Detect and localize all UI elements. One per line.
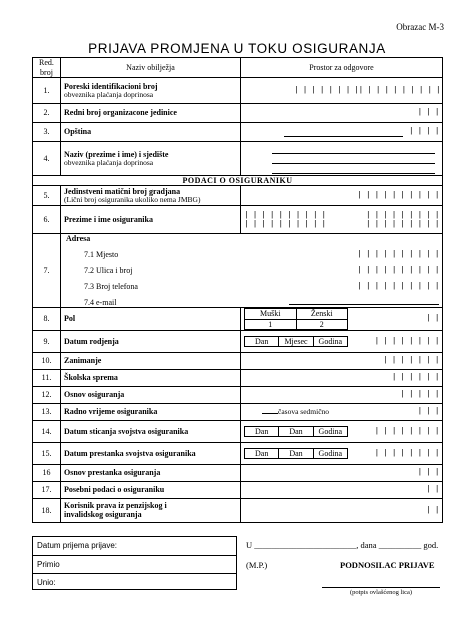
signature-note: (potpis ovlašćenog lica): [349, 589, 413, 596]
write-line: [272, 144, 435, 154]
row-label: Osnov osiguranja: [61, 386, 241, 403]
year-suffix: god.: [423, 540, 439, 550]
street-label: 7.2 Ulica i broj: [84, 266, 133, 276]
form-title: PRIJAVA PROMJENA U TOKU OSIGURANJA: [88, 41, 386, 56]
received-date-field[interactable]: Datum prijema prijave:: [33, 537, 236, 556]
row-number: 3.: [33, 123, 61, 142]
end-date-field[interactable]: [241, 442, 443, 464]
payer-name-field[interactable]: [241, 142, 443, 176]
row-label: Školska sprema: [61, 369, 241, 386]
gender-female[interactable]: Ženski: [296, 309, 348, 319]
row-11: [33, 369, 443, 386]
year-label: Godina: [313, 426, 347, 436]
hours-label: časova sedmično: [278, 407, 330, 417]
row-label: Osnov prestanka osiguranja: [61, 464, 241, 481]
birthdate-field[interactable]: [241, 330, 443, 352]
date-grid: [244, 448, 348, 459]
gender-male[interactable]: Muški: [245, 309, 297, 319]
row-number: 11.: [33, 369, 61, 386]
row-number: 2.: [33, 104, 61, 123]
month-label: Dan: [279, 426, 313, 436]
row-16: [33, 464, 443, 481]
label-main: Naziv (prezime i ime) i sjedište: [64, 149, 169, 159]
row-number: 13.: [33, 403, 61, 420]
pension-beneficiary-field[interactable]: | |: [241, 498, 443, 522]
email-label: 7.4 e-mail: [84, 298, 117, 308]
working-hours-field[interactable]: [241, 403, 443, 420]
address-label: Adresa: [66, 234, 91, 244]
row-number: 7.: [33, 234, 61, 308]
row-1: [33, 78, 443, 104]
row-label: Posebni podaci o osiguraniku: [61, 481, 241, 498]
row-number: 18.: [33, 498, 61, 522]
row-label: Datum sticanja svojstva osiguranika: [61, 420, 241, 442]
row-number: 1.: [33, 78, 61, 104]
row-number: 8.: [33, 308, 61, 330]
day-label: Dan: [245, 336, 279, 346]
row-label: [61, 142, 241, 176]
row-6: [33, 206, 443, 234]
tick-group: | | | | | | | |: [374, 426, 439, 436]
row-2: [33, 104, 443, 123]
tick-group: | | | | | | | | |: [365, 210, 439, 220]
row-label: [61, 78, 241, 104]
tick-group: | | | | | | | | |: [365, 219, 439, 229]
gender-grid: [244, 308, 348, 329]
entered-by-field[interactable]: Unio:: [37, 578, 56, 587]
end-basis-field[interactable]: | | |: [241, 464, 443, 481]
address-block: [61, 234, 443, 308]
row-label: [61, 186, 241, 206]
row-label: Prezime i ime osiguranika: [61, 206, 241, 234]
phone-field[interactable]: | | | | | | | | | |: [357, 282, 439, 292]
start-date-field[interactable]: [241, 420, 443, 442]
tick-group: | | | | | | | | | |: [244, 210, 326, 220]
education-field[interactable]: | | | | | |: [241, 369, 443, 386]
row-18: [33, 498, 443, 522]
form-table: [32, 57, 443, 523]
insured-name-field[interactable]: [241, 206, 443, 234]
row-label: Zanimanje: [61, 352, 241, 369]
phone-label: 7.3 Broj telefona: [84, 282, 138, 292]
signature-line[interactable]: [322, 587, 440, 588]
city-field[interactable]: | | | | | | | | | |: [357, 250, 439, 260]
row-4: [33, 142, 443, 176]
org-unit-field[interactable]: | | |: [241, 104, 443, 123]
row-number: 4.: [33, 142, 61, 176]
row-number: 12.: [33, 386, 61, 403]
row-5: [33, 186, 443, 206]
label-sub: (Lični broj osiguranika ukoliko nema JMBG): [64, 194, 201, 204]
row-number: 10.: [33, 352, 61, 369]
row-label: Datum prestanka svojstva osiguranika: [61, 442, 241, 464]
row-number: 17.: [33, 481, 61, 498]
row-label: Datum rodjenja: [61, 330, 241, 352]
row-7: [33, 234, 443, 308]
row-label: Radno vrijeme osiguranika: [61, 403, 241, 420]
tick-group: | | | | | | | |: [294, 85, 359, 95]
label-main: Poreski identifikacioni broj: [64, 81, 158, 91]
office-use-box: [32, 536, 237, 590]
date-line: __________: [378, 540, 422, 550]
label-sub: obveznika plaćanja doprinosa: [64, 157, 154, 167]
tick-group: | | | | | | | |: [374, 336, 439, 346]
day-label: Dan: [245, 448, 279, 458]
city-label: 7.1 Mjesto: [84, 250, 119, 260]
row-number: 6.: [33, 206, 61, 234]
gender-female-code: 2: [296, 319, 348, 329]
municipality-field[interactable]: [241, 123, 443, 142]
row-9: [33, 330, 443, 352]
insurance-basis-field[interactable]: | | | | |: [241, 386, 443, 403]
special-data-field[interactable]: | |: [241, 481, 443, 498]
tick-group: | | |: [417, 407, 439, 417]
date-grid: [244, 336, 348, 347]
tick-group: | | | | | | | | | |: [358, 85, 441, 95]
row-number: 9.: [33, 330, 61, 352]
row-number: 14.: [33, 420, 61, 442]
row-15: [33, 442, 443, 464]
tick-group: | | | | | | | | | |: [244, 219, 326, 229]
row-17: [33, 481, 443, 498]
date-grid: [244, 426, 348, 437]
tick-group: | | | |: [408, 127, 439, 137]
row-10: [33, 352, 443, 369]
gender-field[interactable]: [241, 308, 443, 330]
header-name: Naziv obilježja: [61, 58, 241, 78]
place-line: ________________________: [254, 540, 357, 550]
header-no: Red. broj: [33, 58, 61, 78]
year-label: Godina: [313, 448, 347, 458]
row-12: [33, 386, 443, 403]
place-prefix: U: [246, 540, 253, 550]
row-label: Redni broj organizacone jedinice: [61, 104, 241, 123]
month-label: Dan: [279, 448, 313, 458]
table-header: [33, 58, 443, 78]
street-field[interactable]: | | | | | | | | | |: [357, 266, 439, 276]
label-main: Korisnik prava iz penzijskog i: [64, 501, 167, 511]
month-label: Mjesec: [279, 336, 313, 346]
label-sub: obveznika plaćanja doprinosa: [64, 89, 154, 99]
place-date-line[interactable]: [246, 540, 438, 550]
write-line: [272, 164, 435, 174]
signer-label: PODNOSILAC PRIJAVE: [340, 560, 435, 570]
email-field[interactable]: [194, 296, 439, 307]
write-line: [272, 154, 435, 164]
write-line: [284, 128, 403, 137]
year-label: Godina: [313, 336, 347, 346]
row-number: 15.: [33, 442, 61, 464]
row-14: [33, 420, 443, 442]
label-main: Jedinstveni matični broj gradjana: [64, 186, 181, 196]
tick-group: | | | | | | | |: [374, 448, 439, 458]
jmbg-field[interactable]: | | | | | | | | | |: [241, 186, 443, 206]
row-13: [33, 403, 443, 420]
tick-group: | |: [426, 314, 439, 324]
row-number: 16: [33, 464, 61, 481]
row-number: 5.: [33, 186, 61, 206]
occupation-field[interactable]: | | | | | | |: [241, 352, 443, 369]
section-insured: [33, 176, 443, 186]
row-label: Opština: [61, 123, 241, 142]
form-reference: Obrazac M-3: [396, 22, 444, 32]
received-by-field[interactable]: Primio: [33, 556, 236, 575]
section-title: PODACI O OSIGURANIKU: [33, 176, 443, 186]
date-label: , dana: [356, 540, 377, 550]
row-8: [33, 308, 443, 330]
row-label: [61, 498, 241, 522]
day-label: Dan: [245, 426, 279, 436]
row-3: [33, 123, 443, 142]
row-label: Pol: [61, 308, 241, 330]
stamp-placeholder: (M.P.): [246, 560, 268, 570]
label-sub: invalidskog osiguranja: [64, 510, 142, 520]
pib-field[interactable]: [241, 78, 443, 104]
gender-male-code: 1: [245, 319, 297, 329]
header-space: Prostor za odgovore: [241, 58, 443, 78]
